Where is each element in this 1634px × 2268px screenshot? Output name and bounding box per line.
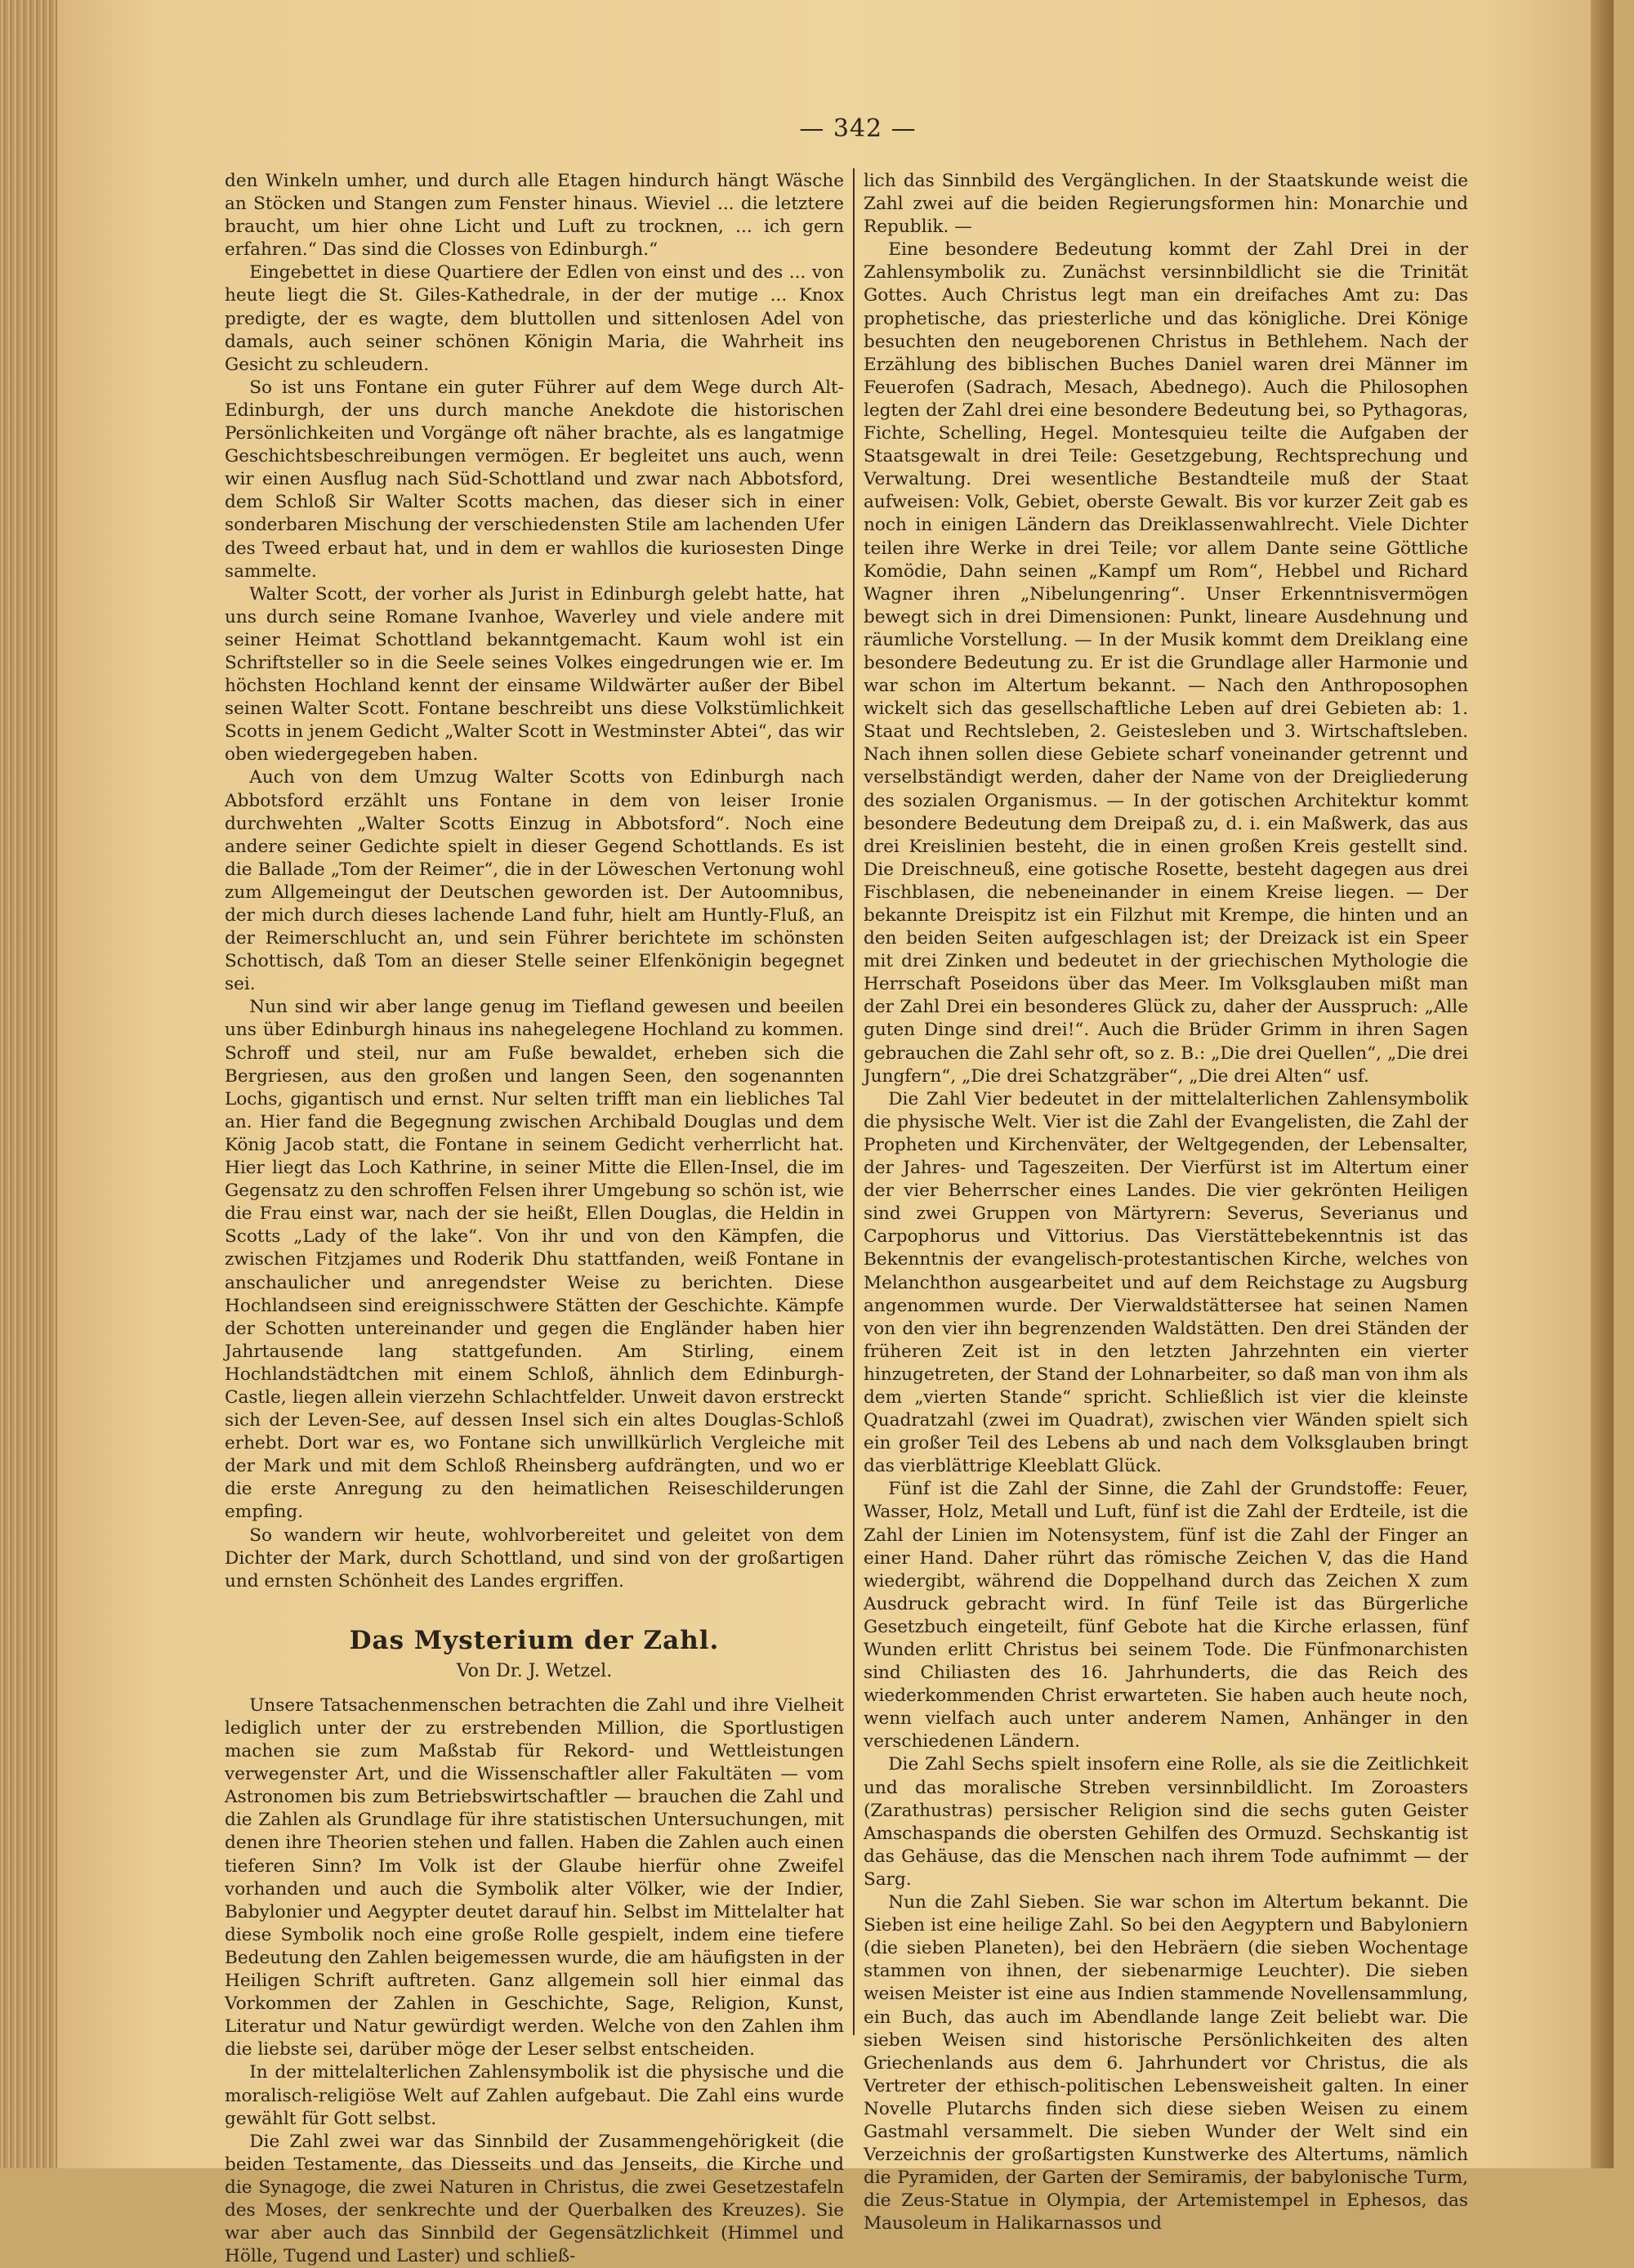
paragraph: Die Zahl Vier bedeutet in der mittelalterlichen Zahlensymbolik die physische Welt. Vier ist die Zahl der Evangelisten, die Zahl der Propheten und Kirchenväter, der Weltgegenden, der Lebensalter, der Jahres- und Tageszeiten. Der Vierfürst ist im Altertum einer der vier Beherrscher eines Landes. Die vier gekrönten Heiligen sind zwei Gruppen von Märtyrern: Severus, Severianus und Carpophorus und Vittorius. Das Vierstättebekenntnis ist das Bekenntnis der evangelisch-protestantischen Kirche, welches von Melanchthon ausgearbeitet und auf dem Reichstage zu Augsburg angenommen wurde. Der Vierwaldstättersee hat seinen Namen von den vier ihn begrenzenden Waldstätten. Den drei Ständen der früheren Zeit ist in den letzten Jahrzehnten ein vierter hinzugetreten, der Stand der Lohnarbeiter, so daß man von ihm als dem „vierten Stande“ spricht. Schließlich ist vier die kleinste Quadratzahl (zwei im Quadrat), zwischen vier Wänden spielt sich ein großer Teil des Lebens ab und nach dem Volksglauben bringt das vierblättrige Kleeblatt Glück. xyxy=(864,1088,1468,1477)
article-byline: Von Dr. J. Wetzel. xyxy=(456,1660,613,1681)
article-title: Das Mysterium der Zahl. xyxy=(349,1625,720,1655)
paragraph: Die Zahl zwei war das Sinnbild der Zusammengehörigkeit (die beiden Testamente, das Diesseits und das Jenseits, die Kirche und die Synagoge, die zwei Naturen in Christus, die zwei Gesetzestafeln des Moses, der senkrechte und der Querbalken des Kreuzes). Sie war aber auch das Sinnbild der Gegensätzlichkeit (Himmel und Hölle, Tugend und Laster) und schließ- xyxy=(225,2131,844,2267)
paragraph: lich das Sinnbild des Vergänglichen. In der Staatskunde weist die Zahl zwei auf die beiden Regierungsformen hin: Monarchie und Republik. — xyxy=(864,171,1468,238)
paragraph: Auch von dem Umzug Walter Scotts von Edinburgh nach Abbotsford erzählt uns Fontane in dem von leiser Ironie durchwehten „Walter Scotts Einzug in Abbotsford“. Noch eine andere seiner Gedichte spielt in dieser Gegend Schottlands. Es ist die Ballade „Tom der Reimer“, die in der Löweschen Vertonung wohl zum Allgemeingut der Deutschen geworden ist. Der Autoomnibus, der mich durch dieses lachende Land fuhr, hielt am Huntly-Fluß, an der Reimerschlucht an, und sein Führer berichtete im schönsten Schottisch, daß Tom an dieser Stelle seiner Elfenkönigin begegnet sei. xyxy=(225,767,844,995)
paragraph: Fünf ist die Zahl der Sinne, die Zahl der Grundstoffe: Feuer, Wasser, Holz, Metall und Luft, fünf ist die Zahl der Erdteile, ist die Zahl der Linien im Notensystem, fünf ist die Zahl der Finger an einer Hand. Daher rührt das römische Zeichen V, das die Hand wiedergibt, während die Doppelhand durch das Zeichen X zum Ausdruck gebracht wird. In fünf Teile ist das Bürgerliche Gesetzbuch eingeteilt, fünf Gebote hat die Kirche erlassen, fünf Wunden erlitt Christus bei seinem Tode. Die Fünfmonarchisten sind Chiliasten des 16. Jahrhunderts, die das Reich des wiederkommenden Christ erwarteten. Sie haben auch heute noch, wenn vielfach auch unter anderem Namen, Anhänger in den verschiedenen Ländern. xyxy=(864,1479,1468,1752)
page-number: — 342 — xyxy=(799,114,917,143)
right-column xyxy=(864,170,1468,2235)
paragraph: So wandern wir heute, wohlvorbereitet und geleitet von dem Dichter der Mark, durch Schottland, und sind von der großartigen und ernsten Schönheit des Landes ergriffen. xyxy=(225,1525,844,1592)
paragraph: Eingebettet in diese Quartiere der Edlen von einst und des ... von heute liegt die St. Giles-Kathedrale, in der der mutige ... Knox predigte, der es wagte, dem bluttollen und sittenlosen Adel von damals, auch seiner schönen Königin Maria, die Wahrheit ins Gesicht zu schleudern. xyxy=(225,262,844,375)
page-gutter-shadow xyxy=(1591,0,1614,2168)
book-page-edges xyxy=(0,0,57,2168)
left-column xyxy=(225,170,844,2267)
paragraph: den Winkeln umher, und durch alle Etagen hindurch hängt Wäsche an Stöcken und Stangen zum Fenster hinaus. Wieviel ... die letztere braucht, um hier ohne Licht und Luft zu trocknen, ... ich gern erfahren.“ Das sind die Closses von Edinburgh.“ xyxy=(225,171,844,261)
paragraph: Die Zahl Sechs spielt insofern eine Rolle, als sie die Zeitlichkeit und das moralische Streben versinnbildlicht. Im Zoroasters (Zarathustras) persischer Religion sind die sechs guten Geister Amschaspands die obersten Gehilfen des Ormuzd. Sechskantig ist das Gehäuse, das die Menschen nach ihrem Tode aufnimmt — der Sarg. xyxy=(864,1754,1468,1890)
paragraph: So ist uns Fontane ein guter Führer auf dem Wege durch Alt-Edinburgh, der uns durch manche Anekdote die historischen Persönlichkeiten und Vorgänge oft näher brachte, als es langatmige Geschichtsbeschreibungen vermögen. Er begleitet uns auch, wenn wir einen Ausflug nach Süd-Schottland und zwar nach Abbotsford, dem Schloß Sir Walter Scotts machen, das dieser sich in einer sonderbaren Mischung der verschiedensten Stile am lachenden Ufer des Tweed erbaut hat, und in dem er wahllos die kuriosesten Dinge sammelte. xyxy=(225,377,844,582)
paragraph: Walter Scott, der vorher als Jurist in Edinburgh gelebt hatte, hat uns durch seine Romane Ivanhoe, Waverley und viele andere mit seiner Heimat Schottland bekanntgemacht. Kaum wohl ist ein Schriftsteller so in die Seele seines Volkes eingedrungen wie er. Im höchsten Hochland kennt der einsame Wildwärter außer der Bibel seinen Walter Scott. Fontane beschreibt uns diese Volkstümlichkeit Scotts in jenem Gedicht „Walter Scott in Westminster Abtei“, das wir oben wiedergegeben haben. xyxy=(225,583,844,766)
paragraph: In der mittelalterlichen Zahlensymbolik ist die physische und die moralisch-religiöse Welt auf Zahlen aufgebaut. Die Zahl eins wurde gewählt für Gott selbst. xyxy=(225,2062,844,2129)
paragraph: Nun sind wir aber lange genug im Tiefland gewesen und beeilen uns über Edinburgh hinaus ins nahegelegene Hochland zu kommen. Schroff und steil, nur am Fuße bewaldet, erheben sich die Bergriesen, aus den großen und langen Seen, den sogenannten Lochs, gigantisch und ernst. Nur selten trifft man ein liebliches Tal an. Hier fand die Begegnung zwischen Archibald Douglas und dem König Jacob statt, die Fontane in seinem Gedicht verherrlicht hat. Hier liegt das Loch Kathrine, in seiner Mitte die Ellen-Insel, die im Gegensatz zu den schroffen Felsen ihrer Umgebung so schön ist, wie die Frau einst war, nach der sie heißt, Ellen Douglas, die Heldin in Scotts „Lady of the lake“. Von ihr und von den Kämpfen, die zwischen Fitzjames und Roderik Dhu stattfanden, weiß Fontane in anschaulicher und anregendster Weise zu berichten. Diese Hochlandseen sind ereignisschwere Stätten der Geschichte. Kämpfe der Schotten untereinander und gegen die Engländer haben hier Jahrtausende lang stattgefunden. Am Stirling, einem Hochlandstädtchen mit einem Schloß, ähnlich dem Edinburgh-Castle, liegen allein vierzehn Schlachtfelder. Unweit davon erstreckt sich der Leven-See, auf dessen Insel sich ein altes Douglas-Schloß erhebt. Dort war es, wo Fontane sich unwillkürlich Vergleiche mit der Mark und mit dem Schloß Rheinsberg aufdrängten, und wo er die erste Anregung zu den heimatlichen Reiseschilderungen empfing. xyxy=(225,997,844,1523)
paragraph: Nun die Zahl Sieben. Sie war schon im Altertum bekannt. Die Sieben ist eine heilige Zahl. So bei den Aegyptern und Babyloniern (die sieben Planeten), bei den Hebräern (die sieben Wochentage stammen von ihnen, der siebenarmige Leuchter). Die sieben weisen Meister ist eine aus Indien stammende Novellensammlung, ein Buch, das auch im Abendlande lange Zeit beliebt war. Die sieben Weisen sind historische Persönlichkeiten des alten Griechenlands aus dem 6. Jahrhundert vor Christus, die als Vertreter der ethisch-politischen Lebensweisheit galten. In einer Novelle Plutarchs finden sich diese sieben Weisen zu einem Gastmahl versammelt. Die sieben Wunder der Welt sind ein Verzeichnis der großartigsten Kunstwerke des Altertums, nämlich die Pyramiden, der Garten der Semiramis, der babylonische Turm, die Zeus-Statue in Olympia, der Artemistempel in Ephesos, das Mausoleum in Halikarnassos und xyxy=(864,1892,1468,2235)
paragraph: Unsere Tatsachenmenschen betrachten die Zahl und ihre Vielheit lediglich unter der zu erstrebenden Million, die Sportlustigen machen sie zum Maßstab für Rekord- und Wettleistungen verwegenster Art, und die Wissenschaftler aller Fakultäten — vom Astronomen bis zum Betriebswirtschaftler — brauchen die Zahl und die Zahlen als Grundlage für ihre statistischen Untersuchungen, mit denen ihre Theorien stehen und fallen. Haben die Zahlen auch einen tieferen Sinn? Im Volk ist der Glaube hierfür ohne Zweifel vorhanden und auch die Symbolik alter Völker, wie der Indier, Babylonier und Aegypter deutet darauf hin. Selbst im Mittelalter hat diese Symbolik noch eine große Rolle gespielt, indem eine tiefere Bedeutung den Zahlen beigemessen wurde, die am häufigsten in der Heiligen Schrift auftreten. Ganz allgemein soll hier einmal das Vorkommen der Zahlen in Geschichte, Sage, Religion, Kunst, Literatur und Natur gewürdigt werden. Welche von den Zahlen ihm die liebste sei, darüber möge der Leser selbst entscheiden. xyxy=(225,1694,844,2060)
paragraph: Eine besondere Bedeutung kommt der Zahl Drei in der Zahlensymbolik zu. Zunächst versinnbildlicht sie die Trinität Gottes. Auch Christus legt man ein dreifaches Amt zu: Das prophetische, das priesterliche und das königliche. Drei Könige besuchten den neugeborenen Christus in Bethlehem. Nach der Erzählung des biblischen Buches Daniel waren drei Männer im Feuerofen (Sadrach, Mesach, Abednego). Auch die Philosophen legten der Zahl drei eine besondere Bedeutung bei, so Pythagoras, Fichte, Schelling, Hegel. Montesquieu teilte die Aufgaben der Staatsgewalt in drei Teile: Gesetzgebung, Rechtsprechung und Verwaltung. Drei wesentliche Bestandteile muß der Staat aufweisen: Volk, Gebiet, oberste Gewalt. Bis vor kurzer Zeit gab es noch in einigen Ländern das Dreiklassenwahlrecht. Viele Dichter teilen ihre Werke in drei Teile; vor allem Dante seine Göttliche Komödie, Dahn seinen „Kampf um Rom“, Hebbel und Richard Wagner ihren „Nibelungenring“. Unser Erkenntnisvermögen bewegt sich in drei Dimensionen: Punkt, lineare Ausdehnung und räumliche Vorstellung. — In der Musik kommt dem Dreiklang eine besondere Bedeutung zu. Er ist die Grundlage aller Harmonie und war schon im Altertum bekannt. — Nach den Anthroposophen wickelt sich das gesellschaftliche Leben auf drei Gebieten ab: 1. Staat und Rechtsleben, 2. Geistesleben und 3. Wirtschaftsleben. Nach ihnen sollen diese Gebiete scharf voneinander getrennt und verselbständigt werden, daher der Name von der Dreigliederung des sozialen Organismus. — In der gotischen Architektur kommt besondere Bedeutung dem Dreipaß zu, d. i. ein Maßwerk, das aus drei Kreislinien besteht, die in einen großen Kreis gestellt sind. Die Dreischneuß, eine gotische Rosette, besteht dagegen aus drei Fischblasen, die nebeneinander in einem Kreise liegen. — Der bekannte Dreispitz ist ein Filzhut mit Krempe, die hinten und an den beiden Seiten aufgeschlagen ist; der Dreizack ist ein Speer mit drei Zinken und bedeutet in der griechischen Mythologie die Herrschaft Poseidons über das Meer. Im Volksglauben mißt man der Zahl Drei ein besonderes Glück zu, daher der Ausspruch: „Alle guten Dinge sind drei!“. Auch die Brüder Grimm in ihren Sagen gebrauchen die Zahl sehr oft, so z. B.: „Die drei Quellen“, „Die drei Jungfern“, „Die drei Schatzgräber“, „Die drei Alten“ usf. xyxy=(864,239,1468,1087)
column-divider xyxy=(853,168,855,2035)
